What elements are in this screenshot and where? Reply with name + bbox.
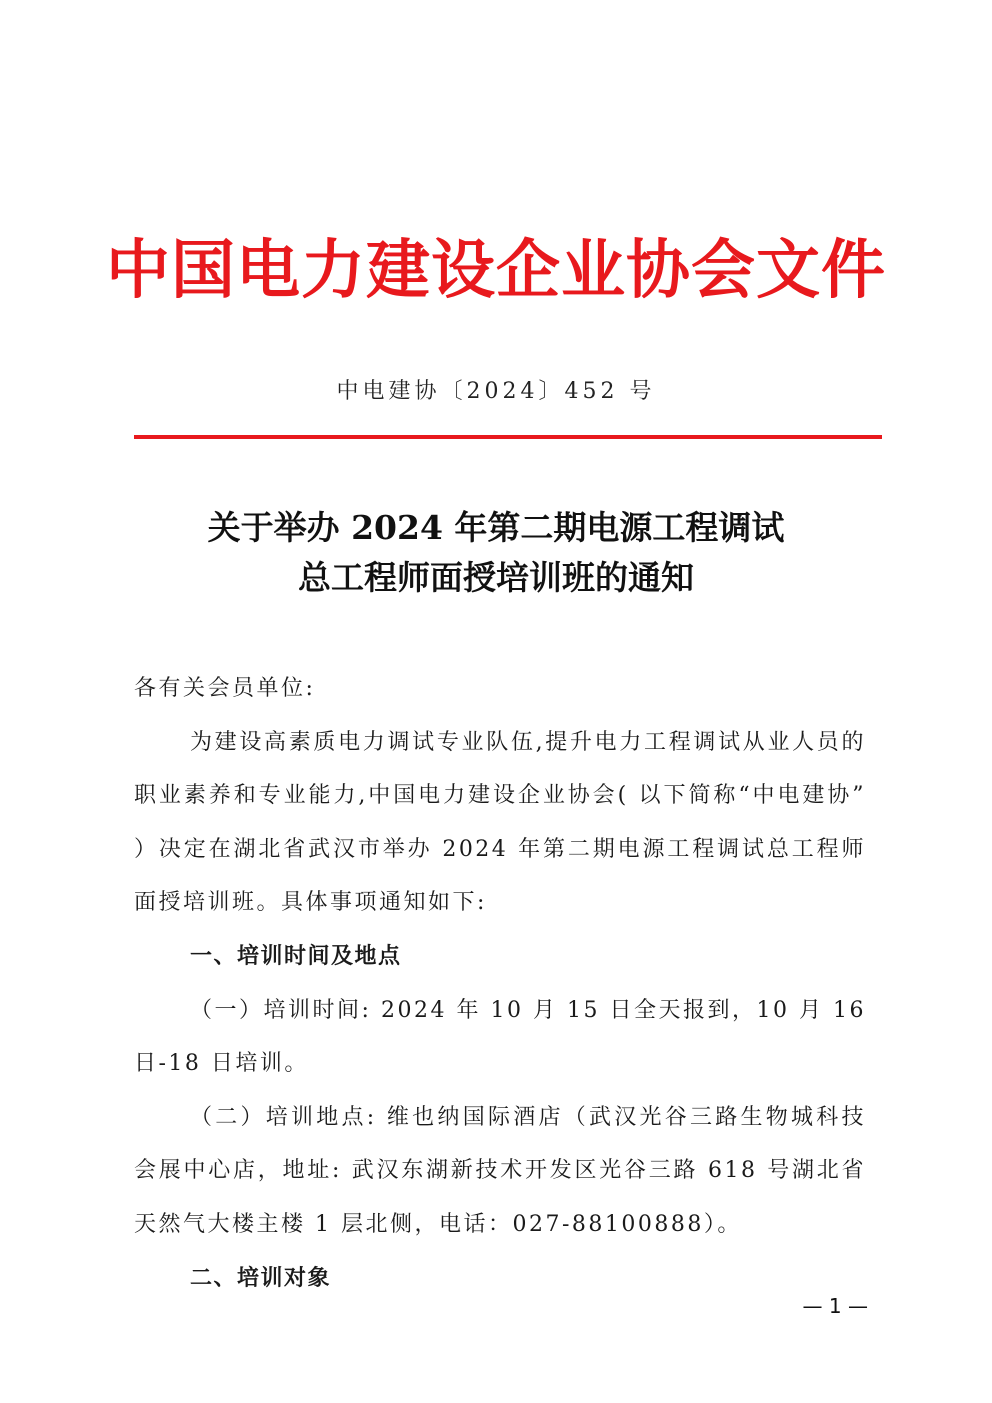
org-title: 中国电力建设企业协会文件 [106,233,886,308]
salutation: 各有关会员单位: [134,676,316,701]
document-body [134,662,866,1305]
notice-title-line-2: 总工程师面授培训班的通知 [298,558,694,597]
notice-title [0,503,992,603]
intro-paragraph: 为建设高素质电力调试专业队伍,提升电力工程调试从业人员的职业素养和专业能力,中国电力建设企业协会( 以下简称“中电建协” ）决定在湖北省武汉市举办 2024 年第二期电源工程调试总工程师面授培训班。具体事项通知如下: [134,729,866,916]
red-divider [134,435,882,439]
training-time-paragraph: （一）培训时间: 2024 年 10 月 15 日全天报到，10 月 16 日-18 日培训。 [134,997,866,1077]
doc-number: 中电建协〔2024〕452 号 [336,379,656,404]
section-1-heading: 一、培训时间及地点 [190,943,402,969]
section-2-heading: 二、培训对象 [190,1265,332,1291]
notice-title-line-1: 关于举办 2024 年第二期电源工程调试 [207,508,785,547]
page-number: — 1 — [802,1294,868,1318]
training-location-paragraph: （二）培训地点: 维也纳国际酒店（武汉光谷三路生物城科技会展中心店，地址: 武汉东湖新技术开发区光谷三路 618 号湖北省天然气大楼主楼 1 层北侧，电话：027-88100888）。 [134,1104,866,1237]
